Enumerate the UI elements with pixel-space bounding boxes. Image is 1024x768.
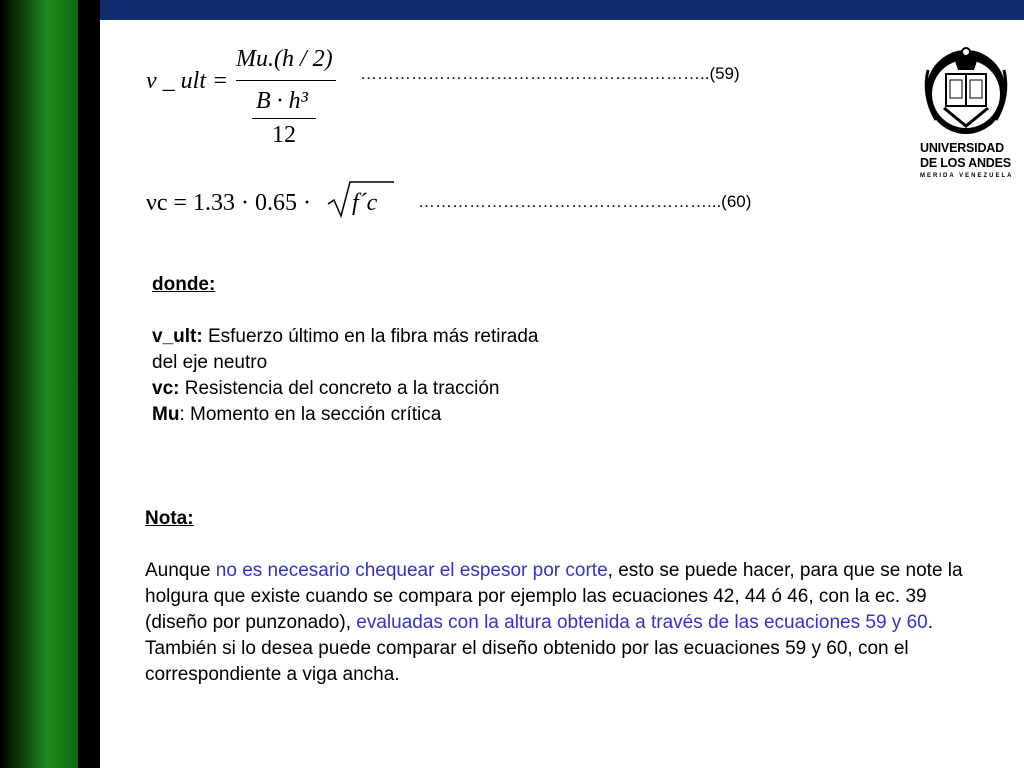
logo-line-3: MERIDA VENEZUELA bbox=[920, 173, 1014, 179]
def-v-ult-term: v_ult: bbox=[152, 326, 203, 347]
note-text-2: , esto se puede hacer, para que se note la holgura que existe cuando se compara por ejemplo las ecuaciones 42, 44 ó 46, con la ec. 39 (diseño por punzonado), bbox=[145, 560, 963, 633]
def-v-ult bbox=[152, 324, 552, 376]
eq59-main-fraction-line bbox=[236, 80, 336, 81]
university-logo bbox=[920, 40, 1016, 179]
def-mu-text: : Momento en la sección crítica bbox=[179, 404, 442, 425]
note-text-3: . También si lo desea puede comparar el diseño obtenido por las ecuaciones 59 y 60, con el correspondiente a viga ancha. bbox=[145, 612, 933, 685]
university-crest-icon bbox=[920, 40, 1012, 136]
def-mu bbox=[152, 402, 552, 428]
donde-heading: donde: bbox=[152, 274, 216, 295]
top-decorative-bar bbox=[100, 0, 1024, 20]
left-dark-strip bbox=[78, 0, 100, 768]
nota-heading: Nota: bbox=[145, 508, 194, 529]
eq59-inner-fraction-line bbox=[252, 118, 316, 119]
eq60-radicand: f´c bbox=[352, 190, 378, 216]
note-text-1: Aunque bbox=[145, 560, 216, 581]
eq59-numerator: Mu.(h / 2) bbox=[236, 46, 333, 72]
left-decorative-bar bbox=[0, 0, 78, 768]
note-paragraph bbox=[145, 558, 975, 688]
logo-line-1: UNIVERSIDAD bbox=[920, 141, 1004, 155]
def-vc-text: Resistencia del concreto a la tracción bbox=[179, 378, 500, 399]
def-vc bbox=[152, 376, 552, 402]
eq60-lhs: νc = 1.33 · 0.65 · bbox=[146, 190, 312, 216]
note-block bbox=[145, 506, 975, 688]
eq59-lhs: ν _ ult = bbox=[146, 68, 229, 94]
def-mu-term: Mu bbox=[152, 404, 180, 425]
eq59-number: ……………………………………………………..(59) bbox=[360, 64, 740, 83]
logo-line-2: DE LOS ANDES bbox=[920, 156, 1011, 170]
note-highlight-2: evaluadas con la altura obtenida a través de las ecuaciones 59 y 60 bbox=[356, 612, 928, 633]
def-v-ult-text: Esfuerzo último en la fibra más retirada del eje neutro bbox=[152, 326, 539, 373]
eq59-denominator-top: B · h³ bbox=[256, 88, 308, 114]
definitions-block bbox=[152, 272, 552, 428]
eq60-number: ……………………………………………...(60) bbox=[418, 192, 752, 211]
note-highlight-1: no es necesario chequear el espesor por corte bbox=[215, 560, 608, 581]
eq59-denominator-bottom: 12 bbox=[272, 122, 296, 148]
def-vc-term: vc: bbox=[152, 378, 180, 399]
